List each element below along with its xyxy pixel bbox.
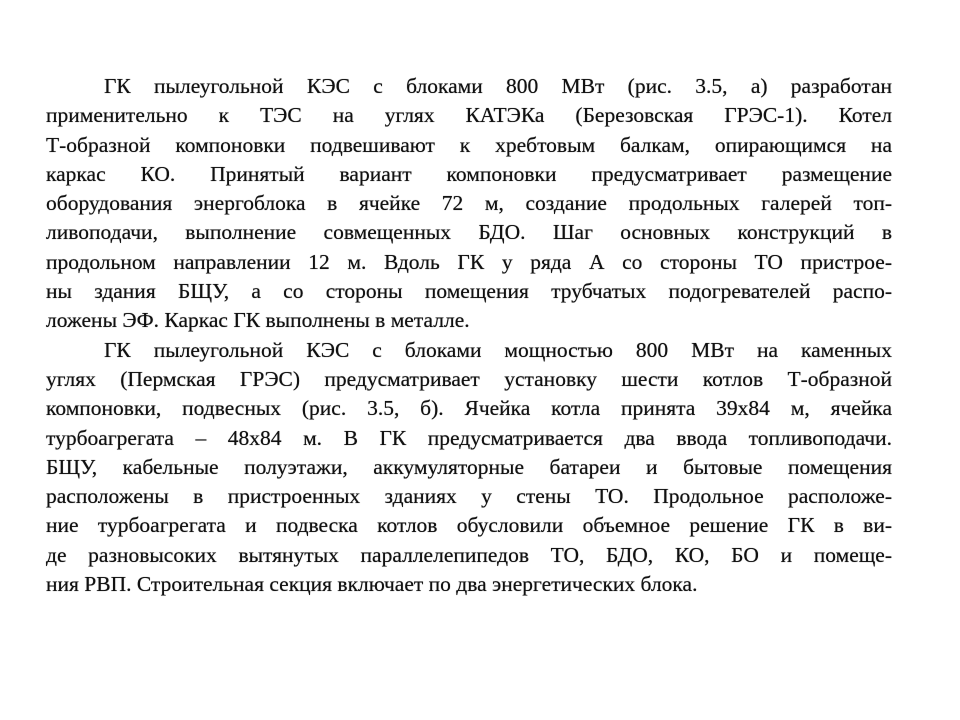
text-line: ние турбоагрегата и подвеска котлов обусловили объемное решение ГК в ви- [46,513,892,538]
text-line: ны здания БЩУ, а со стороны помещения трубчатых подогревателей распо- [46,279,892,304]
text-line: де разновысоких вытянутых параллелепипедов ТО, БДО, КО, БО и помеще- [46,542,892,567]
text-line: углях (Пермская ГРЭС) предусматривает установку шести котлов Т-образной [46,366,892,391]
document-text [46,72,892,599]
text-line: продольном направлении 12 м. Вдоль ГК у ряда А со стороны ТО пристрое- [46,249,892,274]
text-line: ГК пылеугольной КЭС с блоками мощностью 800 МВт на каменных [104,337,892,362]
text-line: ния РВП. Строительная секция включает по два энергетических блока. [46,572,698,597]
text-line: ливоподачи, выполнение совмещенных БДО. Шаг основных конструкций в [46,220,892,245]
text-line: ложены ЭФ. Каркас ГК выполнены в металле. [46,308,470,333]
paragraph-2 [46,336,892,600]
text-line: компоновки, подвесных (рис. 3.5, б). Ячейка котла принята 39х84 м, ячейка [46,396,892,421]
text-line: применительно к ТЭС на углях КАТЭКа (Березовская ГРЭС-1). Котел [46,103,892,128]
text-line: Т-образной компоновки подвешивают к хребтовым балкам, опирающимся на [46,132,892,157]
text-line: расположены в пристроенных зданиях у стены ТО. Продольное расположе- [46,484,892,509]
text-line: ГК пылеугольной КЭС с блоками 800 МВт (рис. 3.5, а) разработан [104,74,892,98]
text-line: БЩУ, кабельные полуэтажи, аккумуляторные батареи и бытовые помещения [46,454,892,479]
text-line: каркас КО. Принятый вариант компоновки предусматривает размещение [46,161,892,186]
text-line: оборудования энергоблока в ячейке 72 м, создание продольных галерей топ- [46,191,892,216]
paragraph-1 [46,72,892,336]
text-line: турбоагрегата – 48х84 м. В ГК предусматривается два ввода топливоподачи. [46,425,892,450]
